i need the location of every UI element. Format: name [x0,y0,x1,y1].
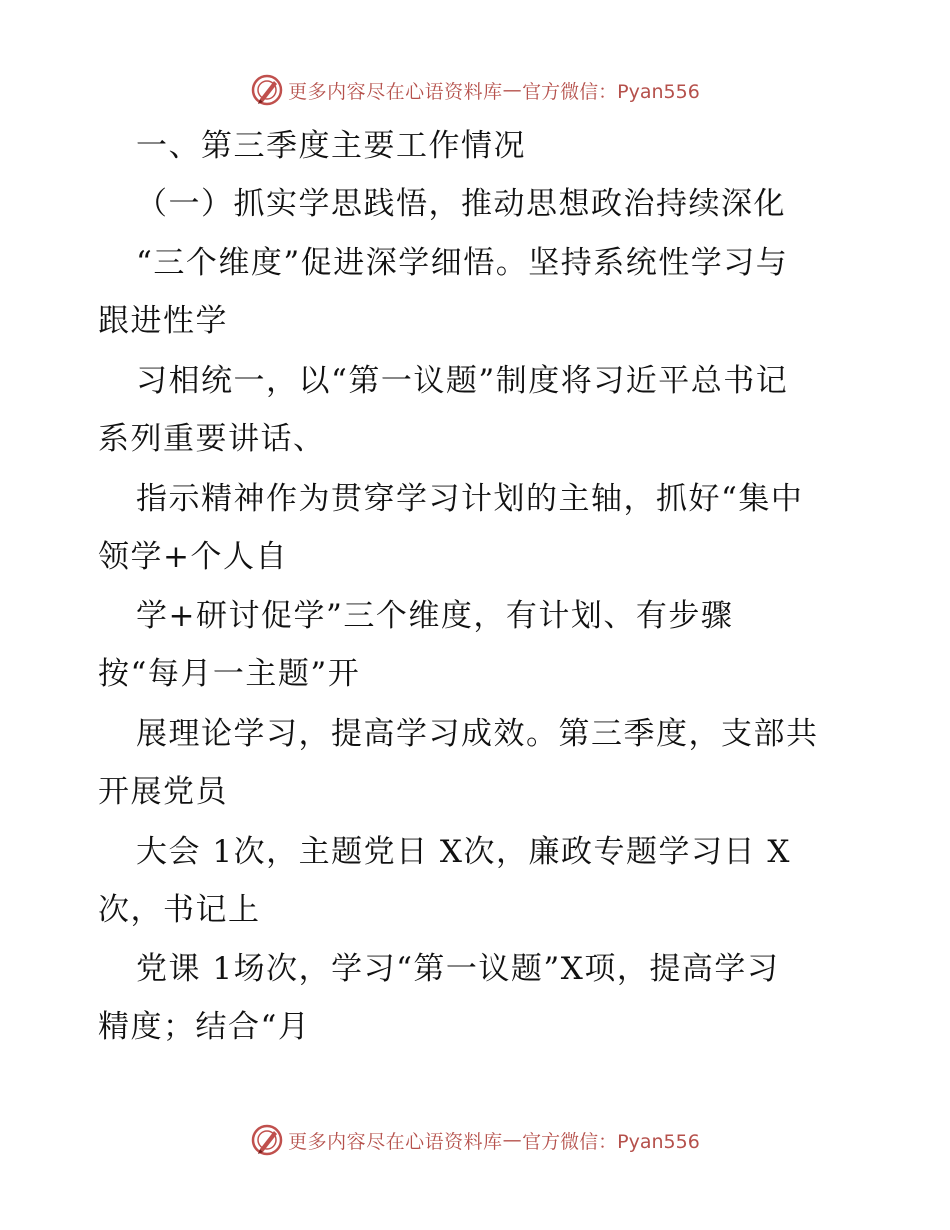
watermark-text: 更多内容尽在心语资料库 [288,80,503,103]
watermark-wechat: 官方微信：Pyan556 [522,80,700,103]
pen-logo-icon [250,73,284,107]
paragraph-line: 开展党员 [98,774,228,810]
paragraph-line: 指示精神作为贯穿学习计划的主轴，抓好“集中 [136,481,804,517]
paragraph-line: 跟进性学 [98,303,228,339]
pen-logo-icon [250,1123,284,1157]
paragraph-line: 次，书记上 [98,892,261,928]
paragraph-line: 系列重要讲话、 [98,421,326,457]
watermark-text: 更多内容尽在心语资料库 [288,1130,503,1153]
paragraph-line: 党课 1场次，学习“第一议题”X项，提高学习 [136,951,780,987]
paragraph-line: 按“每月一主题”开 [98,656,361,692]
paragraph-line: 领学+个人自 [98,539,288,575]
watermark-wechat: 官方微信：Pyan556 [522,1130,700,1153]
watermark-group [250,73,700,107]
watermark-dash: — [502,79,523,101]
footer-watermark [0,1120,950,1160]
heading-section-one: 一、第三季度主要工作情况 [136,128,526,164]
watermark-group [250,1123,700,1157]
paragraph-line: “三个维度”促进深学细悟。坚持系统性学习与 [136,245,789,281]
paragraph-line: 大会 1次，主题党日 X次，廉政专题学习日 X [136,834,791,870]
watermark-dash: — [502,1129,523,1151]
paragraph-line: 习相统一，以“第一议题”制度将习近平总书记 [136,363,789,399]
paragraph-line: 展理论学习，提高学习成效。第三季度，支部共 [136,716,819,752]
header-watermark [0,70,950,110]
heading-subsection-one: （一）抓实学思践悟，推动思想政治持续深化 [136,186,786,222]
paragraph-line: 学+研讨促学”三个维度，有计划、有步骤 [136,598,734,634]
paragraph-line: 精度；结合“月 [98,1009,311,1045]
